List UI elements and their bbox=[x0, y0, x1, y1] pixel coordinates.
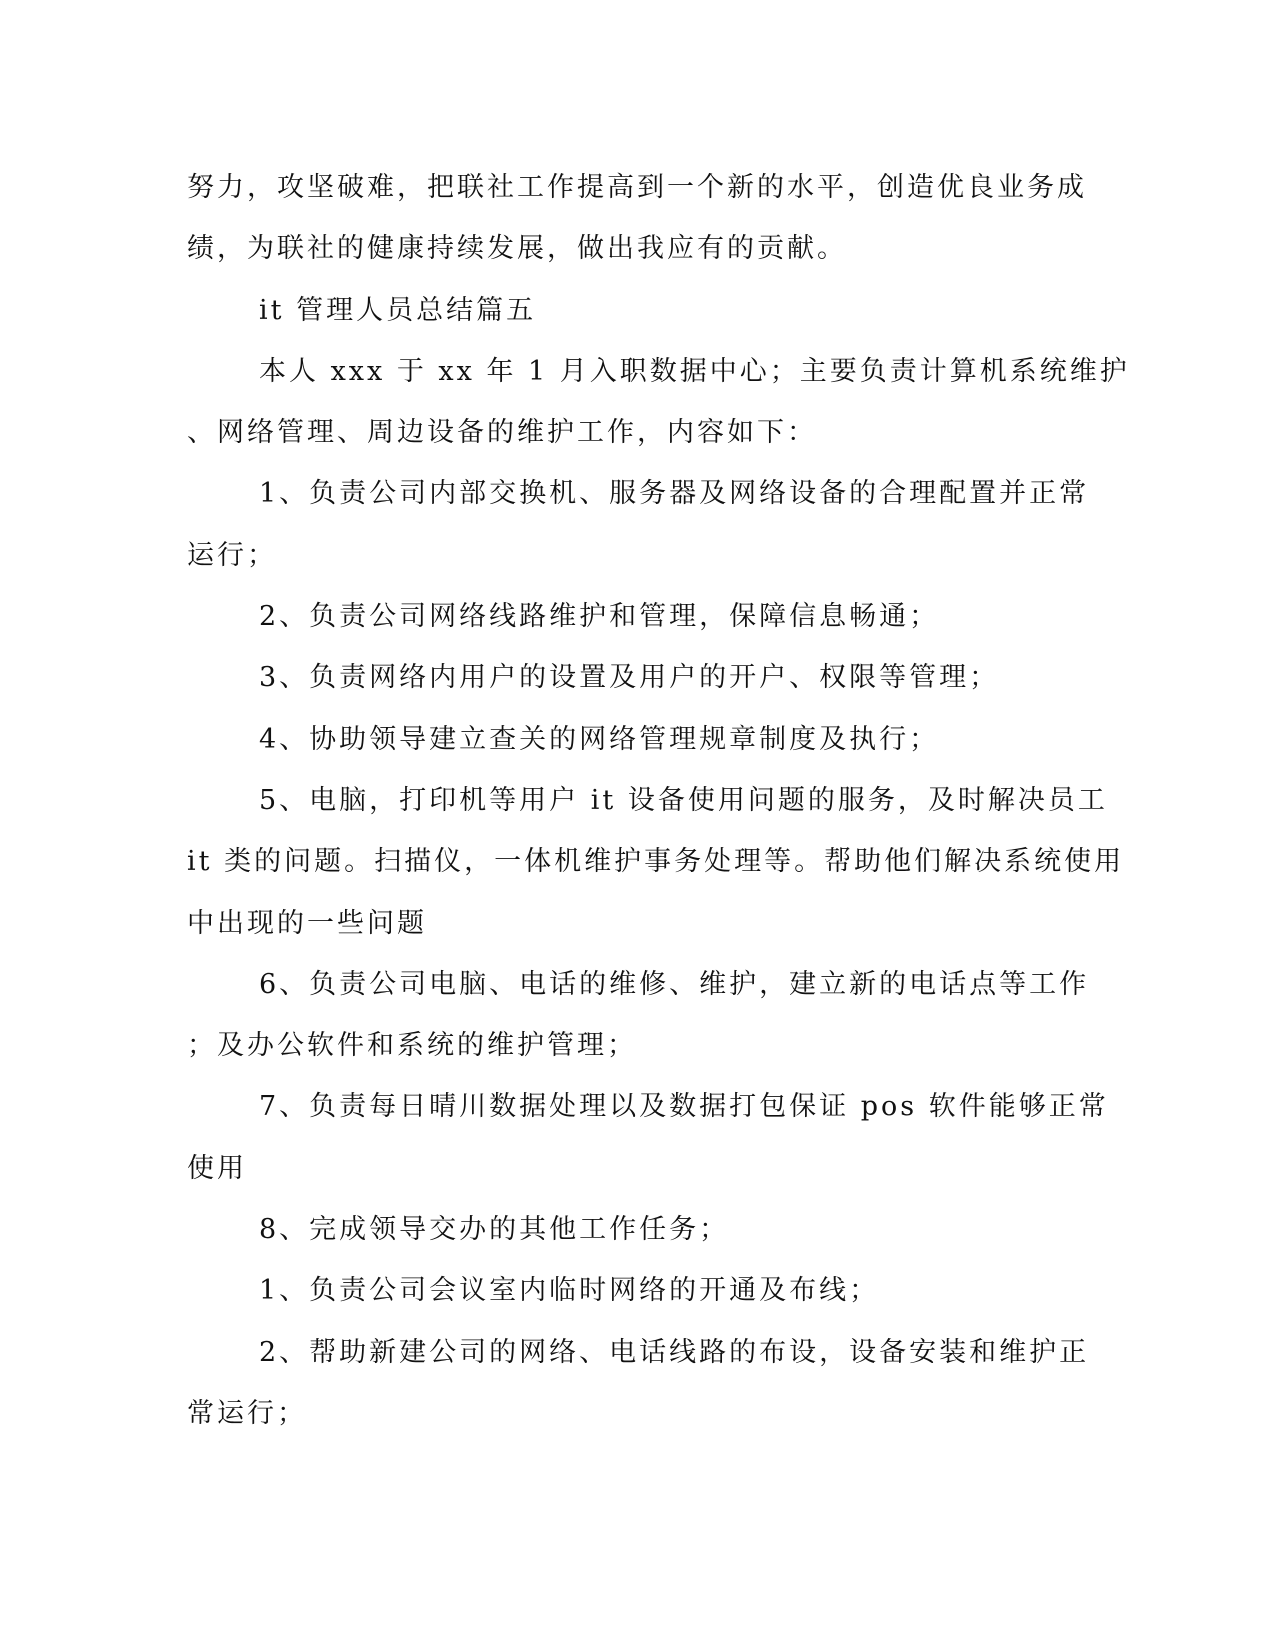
list-item: 5、电脑，打印机等用户 it 设备使用问题的服务，及时解决员工 bbox=[259, 784, 1108, 816]
list-item: 1、负责公司会议室内临时网络的开通及布线； bbox=[259, 1275, 880, 1307]
text-line: 本人 xxx 于 xx 年 1 月入职数据中心；主要负责计算机系统维护 bbox=[259, 355, 1130, 387]
list-item: 1、负责公司内部交换机、服务器及网络设备的合理配置并正常 bbox=[259, 478, 1090, 510]
list-item: 2、负责公司网络线路维护和管理，保障信息畅通； bbox=[259, 601, 940, 633]
list-item-continuation: 使用 bbox=[187, 1152, 247, 1184]
list-item: 2、帮助新建公司的网络、电话线路的布设，设备安装和维护正 bbox=[259, 1336, 1090, 1368]
text-line: 努力，攻坚破难，把联社工作提高到一个新的水平，创造优良业务成 bbox=[187, 172, 1087, 203]
list-item-continuation: 运行； bbox=[187, 539, 277, 571]
text-line: 绩，为联社的健康持续发展，做出我应有的贡献。 bbox=[187, 233, 847, 265]
list-item: 6、负责公司电脑、电话的维修、维护，建立新的电话点等工作 bbox=[259, 968, 1090, 1000]
list-item-continuation: ；及办公软件和系统的维护管理； bbox=[187, 1030, 637, 1062]
list-item: 7、负责每日晴川数据处理以及数据打包保证 pos 软件能够正常 bbox=[259, 1091, 1109, 1123]
list-item-continuation: 常运行； bbox=[187, 1397, 307, 1429]
text-line: 、网络管理、周边设备的维护工作，内容如下： bbox=[187, 417, 817, 449]
list-item: 3、负责网络内用户的设置及用户的开户、权限等管理； bbox=[259, 662, 1000, 694]
list-item-continuation: it 类的问题。扫描仪，一体机维护事务处理等。帮助他们解决系统使用 bbox=[187, 846, 1125, 878]
document-body bbox=[187, 157, 1130, 1444]
list-item-continuation: 中出现的一些问题 bbox=[187, 907, 427, 939]
list-item: 8、完成领导交办的其他工作任务； bbox=[259, 1214, 730, 1246]
section-heading: it 管理人员总结篇五 bbox=[259, 294, 537, 326]
list-item: 4、协助领导建立查关的网络管理规章制度及执行； bbox=[259, 723, 940, 755]
